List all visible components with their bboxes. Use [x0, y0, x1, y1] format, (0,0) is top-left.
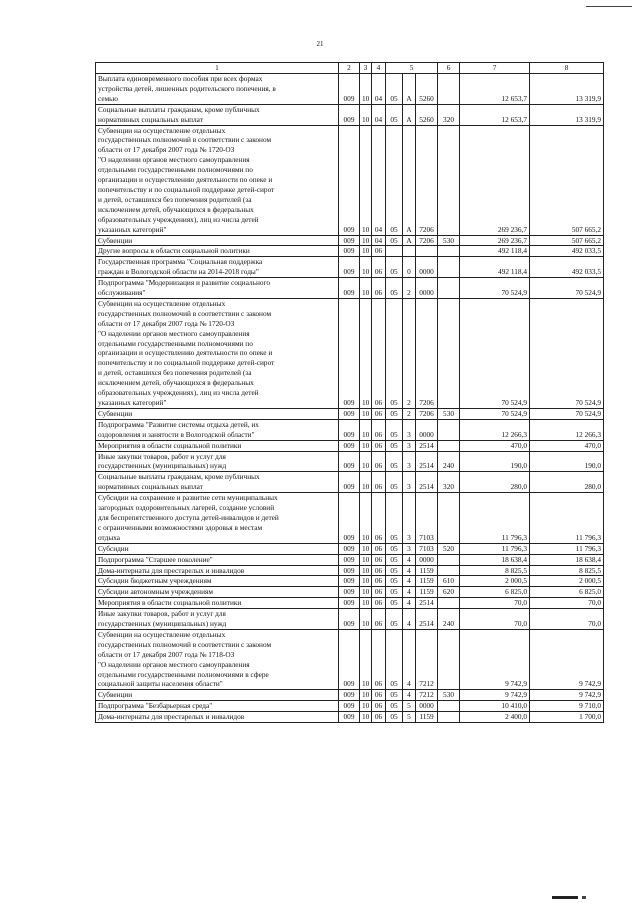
- cell-amount-year-2: 507 665,2: [530, 125, 604, 235]
- cell-section: 10: [360, 257, 372, 278]
- table-row: [96, 565, 604, 576]
- cell-amount-year-2: 1 700,0: [530, 712, 604, 723]
- column-header: 5: [386, 63, 438, 74]
- cell-section: 10: [360, 576, 372, 587]
- cell-section: 10: [360, 493, 372, 544]
- scan-mark: [582, 896, 586, 899]
- column-header: 6: [438, 63, 460, 74]
- cell-expense-type: 530: [438, 408, 460, 419]
- cell-direction-code: 1159: [416, 576, 438, 587]
- cell-ministry-code: 009: [339, 235, 360, 246]
- cell-amount-year-1: 8 825,5: [460, 565, 530, 576]
- cell-section: 10: [360, 598, 372, 609]
- cell-program-code: 05: [386, 554, 403, 565]
- cell-expense-type: [438, 565, 460, 576]
- cell-section: 10: [360, 565, 372, 576]
- cell-subprogram-code: А: [403, 104, 416, 125]
- row-description: Иные закупки товаров, работ и услуг для государственных (муниципальных) нужд: [96, 609, 339, 630]
- cell-amount-year-1: 492 118,4: [460, 246, 530, 257]
- cell-ministry-code: 009: [339, 419, 360, 440]
- cell-amount-year-1: 2 400,0: [460, 712, 530, 723]
- row-description: Субвенции на осуществление отдельных государственных полномочий в соответствии с законом области от 17 декабря 2007 года № 1718-ОЗ "О наделении органов местного самоуправления отдельными государственными полномочиями в сфере социальной защиты населения области": [96, 629, 339, 689]
- cell-expense-type: 520: [438, 543, 460, 554]
- cell-expense-type: [438, 298, 460, 408]
- cell-ministry-code: 009: [339, 74, 360, 105]
- column-header: 3: [360, 63, 372, 74]
- cell-amount-year-2: 13 319,9: [530, 74, 604, 105]
- cell-subprogram-code: 4: [403, 587, 416, 598]
- cell-direction-code: 0000: [416, 701, 438, 712]
- cell-direction-code: 5260: [416, 104, 438, 125]
- cell-expense-type: [438, 712, 460, 723]
- cell-amount-year-1: 190,0: [460, 451, 530, 472]
- cell-amount-year-2: 70,0: [530, 598, 604, 609]
- cell-section: 10: [360, 419, 372, 440]
- cell-ministry-code: 009: [339, 257, 360, 278]
- row-description: Социальные выплаты гражданам, кроме публичных нормативных социальных выплат: [96, 472, 339, 493]
- cell-amount-year-2: 470,0: [530, 440, 604, 451]
- cell-subprogram-code: 3: [403, 543, 416, 554]
- cell-program-code: 05: [386, 278, 403, 299]
- cell-subsection: 04: [372, 74, 386, 105]
- budget-table: [95, 62, 604, 723]
- cell-amount-year-1: 70 524,9: [460, 298, 530, 408]
- cell-direction-code: 7206: [416, 408, 438, 419]
- cell-expense-type: [438, 440, 460, 451]
- cell-ministry-code: 009: [339, 493, 360, 544]
- cell-amount-year-2: 9 742,9: [530, 690, 604, 701]
- cell-ministry-code: 009: [339, 712, 360, 723]
- cell-subsection: 06: [372, 598, 386, 609]
- cell-subprogram-code: 3: [403, 440, 416, 451]
- cell-amount-year-1: 70 524,9: [460, 408, 530, 419]
- cell-section: 10: [360, 629, 372, 689]
- cell-program-code: 05: [386, 104, 403, 125]
- table-row: [96, 451, 604, 472]
- cell-section: 10: [360, 609, 372, 630]
- cell-subprogram-code: 2: [403, 278, 416, 299]
- cell-program-code: 05: [386, 629, 403, 689]
- cell-amount-year-1: 70 524,9: [460, 278, 530, 299]
- cell-program-code: 05: [386, 125, 403, 235]
- cell-ministry-code: 009: [339, 543, 360, 554]
- table-row: [96, 235, 604, 246]
- table-row: [96, 609, 604, 630]
- cell-expense-type: [438, 257, 460, 278]
- row-description: Субсидии на сохранение и развитие сети муниципальных загородных оздоровительных лагерей, создание условий для беспрепятственного доступа детей-инвалидов и детей с ограниченными возможностями здоровья в местам отдыха: [96, 493, 339, 544]
- cell-amount-year-1: 470,0: [460, 440, 530, 451]
- cell-direction-code: 1159: [416, 712, 438, 723]
- table-row: [96, 104, 604, 125]
- cell-program-code: 05: [386, 419, 403, 440]
- cell-section: 10: [360, 554, 372, 565]
- cell-section: 10: [360, 712, 372, 723]
- cell-amount-year-1: 70,0: [460, 598, 530, 609]
- cell-expense-type: 530: [438, 690, 460, 701]
- cell-direction-code: 0000: [416, 419, 438, 440]
- cell-amount-year-1: 492 118,4: [460, 257, 530, 278]
- cell-subprogram-code: 2: [403, 408, 416, 419]
- cell-amount-year-2: 492 033,5: [530, 246, 604, 257]
- cell-subsection: 06: [372, 587, 386, 598]
- cell-expense-type: 610: [438, 576, 460, 587]
- cell-expense-type: [438, 278, 460, 299]
- cell-subsection: 06: [372, 278, 386, 299]
- corner-rule: [586, 6, 632, 7]
- cell-direction-code: 2514: [416, 472, 438, 493]
- cell-ministry-code: 009: [339, 629, 360, 689]
- cell-expense-type: 620: [438, 587, 460, 598]
- table-row: [96, 712, 604, 723]
- cell-program-code: 05: [386, 712, 403, 723]
- cell-expense-type: 240: [438, 451, 460, 472]
- cell-direction-code: 2514: [416, 451, 438, 472]
- cell-direction-code: 1159: [416, 587, 438, 598]
- cell-amount-year-1: 269 236,7: [460, 235, 530, 246]
- cell-subsection: 06: [372, 629, 386, 689]
- cell-amount-year-1: 269 236,7: [460, 125, 530, 235]
- table-row: [96, 440, 604, 451]
- cell-amount-year-1: 11 796,3: [460, 493, 530, 544]
- cell-ministry-code: 009: [339, 598, 360, 609]
- cell-ministry-code: 009: [339, 104, 360, 125]
- cell-subprogram-code: 2: [403, 298, 416, 408]
- cell-program-code: 05: [386, 587, 403, 598]
- cell-subprogram-code: А: [403, 235, 416, 246]
- cell-program-code: 05: [386, 298, 403, 408]
- cell-direction-code: 2514: [416, 598, 438, 609]
- cell-ministry-code: 009: [339, 554, 360, 565]
- cell-program-code: 05: [386, 543, 403, 554]
- cell-expense-type: [438, 598, 460, 609]
- cell-program-code: 05: [386, 257, 403, 278]
- cell-subprogram-code: 3: [403, 472, 416, 493]
- cell-program-code: [386, 246, 403, 257]
- cell-section: 10: [360, 701, 372, 712]
- row-description: Мероприятия в области социальной политики: [96, 598, 339, 609]
- cell-amount-year-2: 507 665,2: [530, 235, 604, 246]
- cell-direction-code: 7212: [416, 690, 438, 701]
- cell-amount-year-2: 190,0: [530, 451, 604, 472]
- cell-program-code: 05: [386, 74, 403, 105]
- cell-amount-year-2: 70 524,9: [530, 278, 604, 299]
- cell-program-code: 05: [386, 609, 403, 630]
- row-description: Субвенции на осуществление отдельных государственных полномочий в соответствии с законом области от 17 декабря 2007 года № 1720-ОЗ "О наделении органов местного самоуправления отдельными государственными полномочиями по организации и осуществлению деятельности по опеке и попечительству и по социальной поддержке детей-сирот и детей, оставшихся без попечения родителей (за исключением детей, обучающихся в федеральных образовательных учреждениях), лиц из числа детей указанных категорий": [96, 125, 339, 235]
- row-description: Иные закупки товаров, работ и услуг для государственных (муниципальных) нужд: [96, 451, 339, 472]
- cell-section: 10: [360, 587, 372, 598]
- cell-amount-year-1: 280,0: [460, 472, 530, 493]
- cell-subsection: 06: [372, 554, 386, 565]
- cell-section: 10: [360, 408, 372, 419]
- cell-subsection: 06: [372, 690, 386, 701]
- cell-amount-year-1: 11 796,3: [460, 543, 530, 554]
- table-row: [96, 629, 604, 689]
- cell-subsection: 06: [372, 701, 386, 712]
- cell-subsection: 06: [372, 440, 386, 451]
- table-row: [96, 598, 604, 609]
- table-row: [96, 554, 604, 565]
- cell-subprogram-code: 4: [403, 598, 416, 609]
- cell-subsection: 06: [372, 408, 386, 419]
- cell-expense-type: [438, 701, 460, 712]
- cell-subprogram-code: [403, 246, 416, 257]
- row-description: Субвенции: [96, 408, 339, 419]
- cell-section: 10: [360, 440, 372, 451]
- cell-amount-year-2: 13 319,9: [530, 104, 604, 125]
- cell-amount-year-2: 70,0: [530, 609, 604, 630]
- cell-ministry-code: 009: [339, 587, 360, 598]
- cell-subprogram-code: 4: [403, 629, 416, 689]
- cell-program-code: 05: [386, 235, 403, 246]
- cell-subsection: 06: [372, 543, 386, 554]
- cell-subprogram-code: 3: [403, 493, 416, 544]
- cell-ministry-code: 009: [339, 609, 360, 630]
- row-description: Субвенции: [96, 235, 339, 246]
- table-row: [96, 419, 604, 440]
- cell-amount-year-1: 6 825,0: [460, 587, 530, 598]
- cell-ministry-code: 009: [339, 408, 360, 419]
- table-row: [96, 125, 604, 235]
- column-header: 4: [372, 63, 386, 74]
- cell-program-code: 05: [386, 690, 403, 701]
- cell-amount-year-2: 280,0: [530, 472, 604, 493]
- cell-expense-type: [438, 629, 460, 689]
- cell-direction-code: 0000: [416, 278, 438, 299]
- cell-section: 10: [360, 74, 372, 105]
- cell-expense-type: [438, 74, 460, 105]
- cell-ministry-code: 009: [339, 472, 360, 493]
- cell-amount-year-1: 18 638,4: [460, 554, 530, 565]
- cell-subsection: 04: [372, 125, 386, 235]
- cell-expense-type: 530: [438, 235, 460, 246]
- cell-expense-type: [438, 246, 460, 257]
- table-row: [96, 587, 604, 598]
- cell-subsection: 04: [372, 104, 386, 125]
- table-row: [96, 298, 604, 408]
- row-description: Выплата единовременного пособия при всех формах устройства детей, лишенных родительского попечения, в семью: [96, 74, 339, 105]
- row-description: Субсидии автономным учреждениям: [96, 587, 339, 598]
- cell-ministry-code: 009: [339, 125, 360, 235]
- cell-ministry-code: 009: [339, 246, 360, 257]
- cell-program-code: 05: [386, 493, 403, 544]
- cell-subsection: 06: [372, 257, 386, 278]
- table-row: [96, 701, 604, 712]
- cell-amount-year-1: 2 000,5: [460, 576, 530, 587]
- cell-ministry-code: 009: [339, 690, 360, 701]
- cell-subsection: 06: [372, 565, 386, 576]
- cell-amount-year-1: 12 653,7: [460, 104, 530, 125]
- cell-program-code: 05: [386, 408, 403, 419]
- cell-amount-year-2: 9 742,9: [530, 629, 604, 689]
- row-description: Субвенции на осуществление отдельных государственных полномочий в соответствии с законом области от 17 декабря 2007 года № 1720-ОЗ "О наделении органов местного самоуправления отдельными государственными полномочиями по организации и осуществлению деятельности по опеке и попечительству и по социальной поддержке детей-сирот и детей, оставшихся без попечения родителей (за исключением детей, обучающихся в федеральных образовательных учреждениях), лиц из числа детей указанных категорий": [96, 298, 339, 408]
- cell-subprogram-code: 4: [403, 609, 416, 630]
- row-description: Дома-интернаты для престарелых и инвалидов: [96, 712, 339, 723]
- row-description: Субсидии: [96, 543, 339, 554]
- cell-section: 10: [360, 298, 372, 408]
- table-row: [96, 543, 604, 554]
- row-description: Субсидии бюджетным учреждениям: [96, 576, 339, 587]
- column-header: 7: [460, 63, 530, 74]
- row-description: Подпрограмма "Развитие системы отдыха детей, их оздоровления и занятости в Вологодской области": [96, 419, 339, 440]
- cell-subsection: 06: [372, 472, 386, 493]
- row-description: Подпрограмма "Безбарьерная среда": [96, 701, 339, 712]
- cell-amount-year-1: 12 266,3: [460, 419, 530, 440]
- cell-amount-year-2: 6 825,0: [530, 587, 604, 598]
- table-row: [96, 493, 604, 544]
- cell-subsection: 06: [372, 298, 386, 408]
- table-row: [96, 576, 604, 587]
- cell-subsection: 06: [372, 609, 386, 630]
- cell-direction-code: 7206: [416, 235, 438, 246]
- cell-section: 10: [360, 235, 372, 246]
- cell-subprogram-code: 3: [403, 419, 416, 440]
- cell-section: 10: [360, 543, 372, 554]
- cell-subsection: 04: [372, 235, 386, 246]
- cell-direction-code: 1159: [416, 565, 438, 576]
- cell-direction-code: 2514: [416, 609, 438, 630]
- cell-program-code: 05: [386, 576, 403, 587]
- cell-amount-year-2: 12 266,3: [530, 419, 604, 440]
- cell-ministry-code: 009: [339, 440, 360, 451]
- cell-ministry-code: 009: [339, 565, 360, 576]
- cell-expense-type: 320: [438, 104, 460, 125]
- table-row: [96, 408, 604, 419]
- cell-direction-code: 7103: [416, 543, 438, 554]
- row-description: Подпрограмма "Модернизация и развитие социального обслуживания": [96, 278, 339, 299]
- table-row: [96, 472, 604, 493]
- cell-amount-year-2: 2 000,5: [530, 576, 604, 587]
- cell-subsection: 06: [372, 576, 386, 587]
- cell-direction-code: 0000: [416, 257, 438, 278]
- cell-expense-type: [438, 493, 460, 544]
- row-description: Субвенции: [96, 690, 339, 701]
- cell-amount-year-2: 70 524,9: [530, 408, 604, 419]
- cell-subprogram-code: 4: [403, 576, 416, 587]
- row-description: Другие вопросы в области социальной политики: [96, 246, 339, 257]
- cell-expense-type: 320: [438, 472, 460, 493]
- column-header: 1: [96, 63, 339, 74]
- cell-amount-year-1: 9 742,9: [460, 690, 530, 701]
- cell-direction-code: 2514: [416, 440, 438, 451]
- cell-subprogram-code: 5: [403, 712, 416, 723]
- cell-ministry-code: 009: [339, 451, 360, 472]
- cell-amount-year-1: 9 742,9: [460, 629, 530, 689]
- cell-section: 10: [360, 246, 372, 257]
- cell-amount-year-2: 9 710,0: [530, 701, 604, 712]
- cell-subsection: 06: [372, 493, 386, 544]
- cell-direction-code: 5260: [416, 74, 438, 105]
- table-header-row: [96, 63, 604, 74]
- cell-program-code: 05: [386, 451, 403, 472]
- cell-direction-code: 0000: [416, 554, 438, 565]
- cell-amount-year-1: 70,0: [460, 609, 530, 630]
- cell-direction-code: 7206: [416, 298, 438, 408]
- cell-subprogram-code: А: [403, 125, 416, 235]
- table-row: [96, 278, 604, 299]
- cell-expense-type: [438, 125, 460, 235]
- cell-program-code: 05: [386, 598, 403, 609]
- table-row: [96, 690, 604, 701]
- row-description: Дома-интернаты для престарелых и инвалидов: [96, 565, 339, 576]
- page-number: 21: [316, 40, 324, 48]
- cell-ministry-code: 009: [339, 576, 360, 587]
- cell-ministry-code: 009: [339, 278, 360, 299]
- cell-direction-code: 7212: [416, 629, 438, 689]
- cell-section: 10: [360, 104, 372, 125]
- cell-section: 10: [360, 472, 372, 493]
- cell-ministry-code: 009: [339, 298, 360, 408]
- cell-subsection: 06: [372, 419, 386, 440]
- table-row: [96, 257, 604, 278]
- cell-section: 10: [360, 690, 372, 701]
- cell-amount-year-2: 11 796,3: [530, 493, 604, 544]
- row-description: Государственная программа "Социальная поддержка граждан в Вологодской области на 2014-2018 годы": [96, 257, 339, 278]
- row-description: Мероприятия в области социальной политики: [96, 440, 339, 451]
- column-header: 2: [339, 63, 360, 74]
- cell-subprogram-code: 4: [403, 690, 416, 701]
- cell-ministry-code: 009: [339, 701, 360, 712]
- cell-section: 10: [360, 278, 372, 299]
- cell-expense-type: [438, 554, 460, 565]
- table-row: [96, 74, 604, 105]
- cell-program-code: 05: [386, 440, 403, 451]
- cell-amount-year-2: 8 825,5: [530, 565, 604, 576]
- cell-expense-type: 240: [438, 609, 460, 630]
- table-row: [96, 246, 604, 257]
- cell-amount-year-2: 492 033,5: [530, 257, 604, 278]
- cell-amount-year-2: 70 524,9: [530, 298, 604, 408]
- cell-program-code: 05: [386, 472, 403, 493]
- cell-subprogram-code: 0: [403, 257, 416, 278]
- cell-amount-year-2: 11 796,3: [530, 543, 604, 554]
- cell-section: 10: [360, 125, 372, 235]
- cell-section: 10: [360, 451, 372, 472]
- cell-subsection: 06: [372, 246, 386, 257]
- scan-mark: [552, 896, 578, 899]
- cell-amount-year-1: 10 410,0: [460, 701, 530, 712]
- cell-amount-year-2: 18 638,4: [530, 554, 604, 565]
- column-header: 8: [530, 63, 604, 74]
- cell-program-code: 05: [386, 565, 403, 576]
- cell-subprogram-code: 5: [403, 701, 416, 712]
- cell-amount-year-1: 12 653,7: [460, 74, 530, 105]
- cell-subprogram-code: 4: [403, 554, 416, 565]
- cell-program-code: 05: [386, 701, 403, 712]
- cell-subsection: 06: [372, 712, 386, 723]
- cell-direction-code: 7206: [416, 125, 438, 235]
- cell-direction-code: 7103: [416, 493, 438, 544]
- cell-subprogram-code: 4: [403, 565, 416, 576]
- cell-subprogram-code: А: [403, 74, 416, 105]
- row-description: Подпрограмма "Старшее поколение": [96, 554, 339, 565]
- cell-subsection: 06: [372, 451, 386, 472]
- cell-expense-type: [438, 419, 460, 440]
- row-description: Социальные выплаты гражданам, кроме публичных нормативных социальных выплат: [96, 104, 339, 125]
- cell-direction-code: [416, 246, 438, 257]
- cell-subprogram-code: 3: [403, 451, 416, 472]
